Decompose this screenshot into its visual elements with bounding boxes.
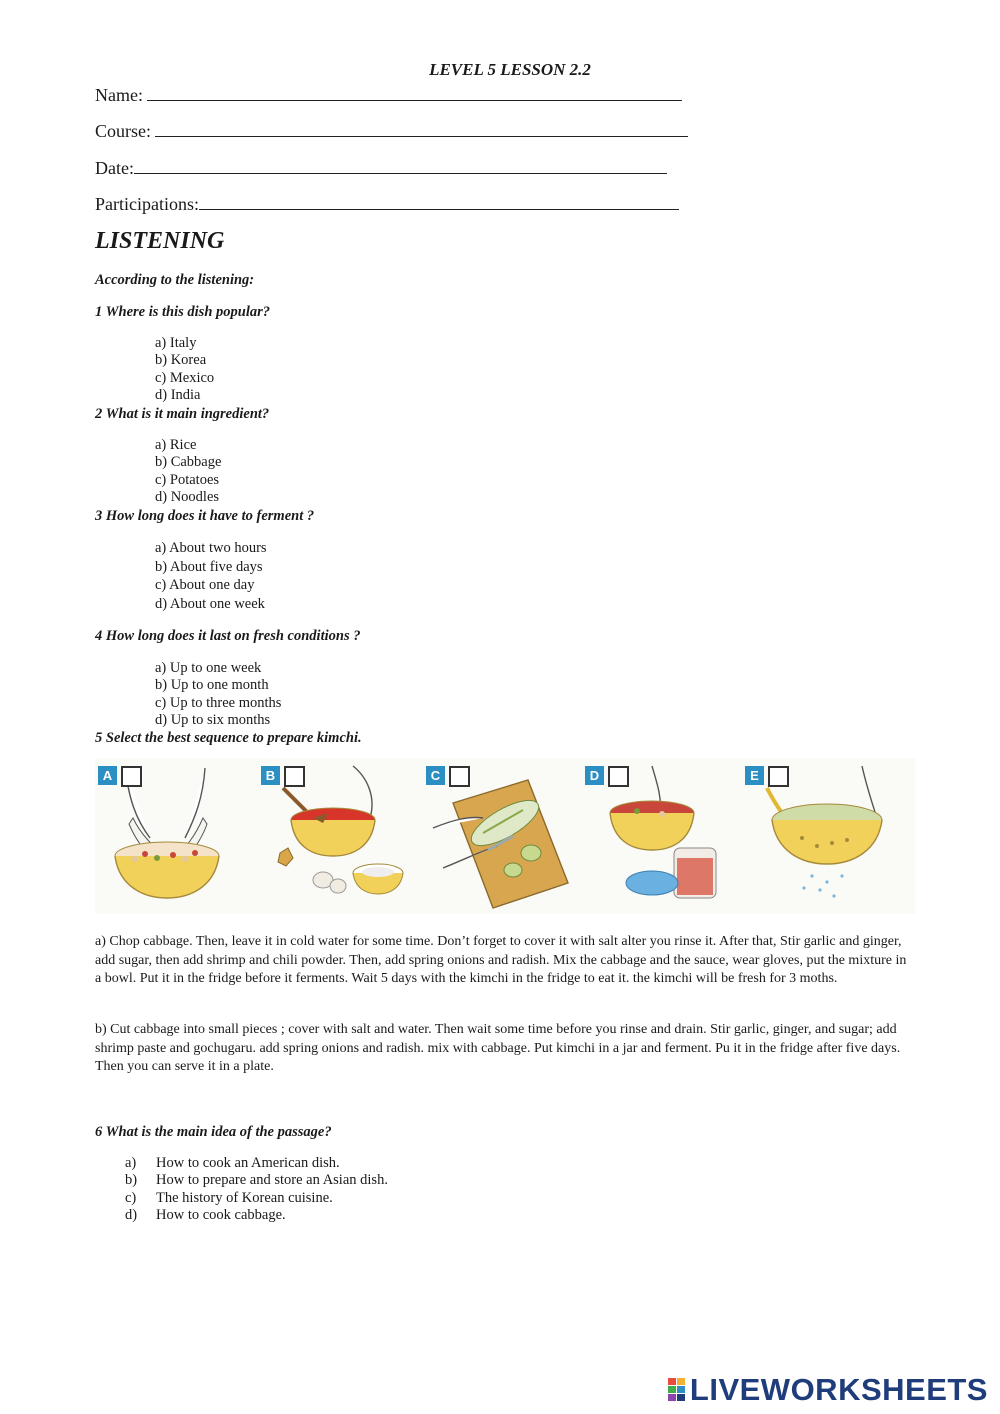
option[interactable]: c) Potatoes xyxy=(155,471,220,488)
date-line[interactable] xyxy=(134,156,667,174)
option[interactable]: a) Rice xyxy=(155,437,197,453)
option[interactable]: c) Mexico xyxy=(155,369,215,386)
question-6-options xyxy=(125,1155,388,1224)
liveworksheets-logo xyxy=(668,1372,988,1408)
step-e-badge: E xyxy=(745,766,764,785)
answer-a-text: a) Chop cabbage. Then, leave it in cold water for some time. Don’t forget to cover it with salt alter you rinse it. After that, Stir garlic and ginger, add sugar, then add shrimp and chili powder. Then, add spring onions and radish. Mix the cabbage and the sauce, wear gloves, put the mixture in a bowl. Put it in the fridge before it ferments. Wait 5 days with the kimchi in the fridge to eat it. the kimchi will be fresh for 3 moths. xyxy=(95,934,907,987)
step-d-checkbox[interactable] xyxy=(608,766,629,787)
option[interactable]: a) Italy xyxy=(155,335,197,351)
option[interactable]: c) Up to three months xyxy=(155,694,282,711)
answer-b-text: b) Cut cabbage into small pieces ; cover with salt and water. Then wait some time before you rinse and drain. Stir garlic, ginger, and sugar; add shrimp paste and gochugaru. add spring onions and radish. mix with cabbage. Put kimchi in a jar and ferment. Pu it in the fridge after five days. Then you can serve it in a plate. xyxy=(95,1022,901,1075)
option[interactable]: d) Noodles xyxy=(155,488,220,505)
answer-option-a[interactable] xyxy=(95,933,907,989)
participations-label: Participations: xyxy=(95,194,199,214)
question-1-options xyxy=(155,335,214,404)
answer-option-b[interactable] xyxy=(95,1021,907,1077)
participations-field[interactable] xyxy=(95,192,679,215)
step-a-checkbox[interactable] xyxy=(121,766,142,787)
section-title: LISTENING xyxy=(95,228,225,254)
question-3-options xyxy=(155,539,267,614)
step-e xyxy=(742,758,902,914)
draining-colander-icon xyxy=(742,758,902,914)
name-label: Name: xyxy=(95,85,143,105)
step-c-badge: C xyxy=(426,766,445,785)
question-4: 4 How long does it last on fresh conditions ? xyxy=(95,628,361,644)
option[interactable]: b) Up to one month xyxy=(155,677,269,694)
question-2-options xyxy=(155,437,221,506)
mixing-with-gloved-hands-icon xyxy=(95,758,255,914)
step-b xyxy=(258,758,418,914)
step-c-checkbox[interactable] xyxy=(449,766,470,787)
option[interactable]: d) About one week xyxy=(155,596,265,613)
date-field[interactable] xyxy=(95,156,667,179)
option[interactable]: a) Up to one week xyxy=(155,660,262,676)
name-line[interactable] xyxy=(147,83,682,101)
course-line[interactable] xyxy=(155,119,688,137)
question-1: 1 Where is this dish popular? xyxy=(95,304,270,320)
option[interactable]: a) About two hours xyxy=(155,540,267,556)
step-e-checkbox[interactable] xyxy=(768,766,789,787)
step-c xyxy=(423,758,583,914)
date-label: Date: xyxy=(95,158,134,178)
participations-line[interactable] xyxy=(199,192,679,210)
question-2: 2 What is it main ingredient? xyxy=(95,406,270,422)
worksheet-title: LEVEL 5 LESSON 2.2 xyxy=(429,60,591,79)
option[interactable]: a) How to cook an American dish. xyxy=(125,1155,340,1171)
option[interactable]: d) Up to six months xyxy=(155,711,271,728)
course-label: Course: xyxy=(95,121,151,141)
step-a-badge: A xyxy=(98,766,117,785)
liveworksheets-logo-icon xyxy=(668,1378,686,1402)
chopping-cabbage-icon xyxy=(423,758,583,914)
option[interactable]: d) How to cook cabbage. xyxy=(125,1206,286,1223)
step-a xyxy=(95,758,255,914)
brand-text: LIVEWORKSHEETS xyxy=(689,1372,988,1407)
option[interactable]: c) The history of Korean cuisine. xyxy=(125,1189,333,1206)
course-field[interactable] xyxy=(95,119,688,142)
filling-jar-icon xyxy=(582,758,742,914)
option[interactable]: b) Korea xyxy=(155,352,207,369)
option[interactable]: d) India xyxy=(155,386,201,403)
kimchi-steps-illustration xyxy=(95,758,915,914)
option[interactable]: b) About five days xyxy=(155,558,263,575)
option[interactable]: b) Cabbage xyxy=(155,454,222,471)
question-5: 5 Select the best sequence to prepare kimchi. xyxy=(95,730,362,746)
option[interactable]: b) How to prepare and store an Asian dish. xyxy=(125,1172,388,1189)
instructions: According to the listening: xyxy=(95,272,255,288)
step-b-checkbox[interactable] xyxy=(284,766,305,787)
stirring-red-sauce-icon xyxy=(258,758,418,914)
question-4-options xyxy=(155,660,281,729)
option[interactable]: c) About one day xyxy=(155,577,255,594)
step-d xyxy=(582,758,742,914)
name-field[interactable] xyxy=(95,83,682,106)
step-b-badge: B xyxy=(261,766,280,785)
step-d-badge: D xyxy=(585,766,604,785)
question-6: 6 What is the main idea of the passage? xyxy=(95,1124,332,1140)
question-3: 3 How long does it have to ferment ? xyxy=(95,508,315,524)
